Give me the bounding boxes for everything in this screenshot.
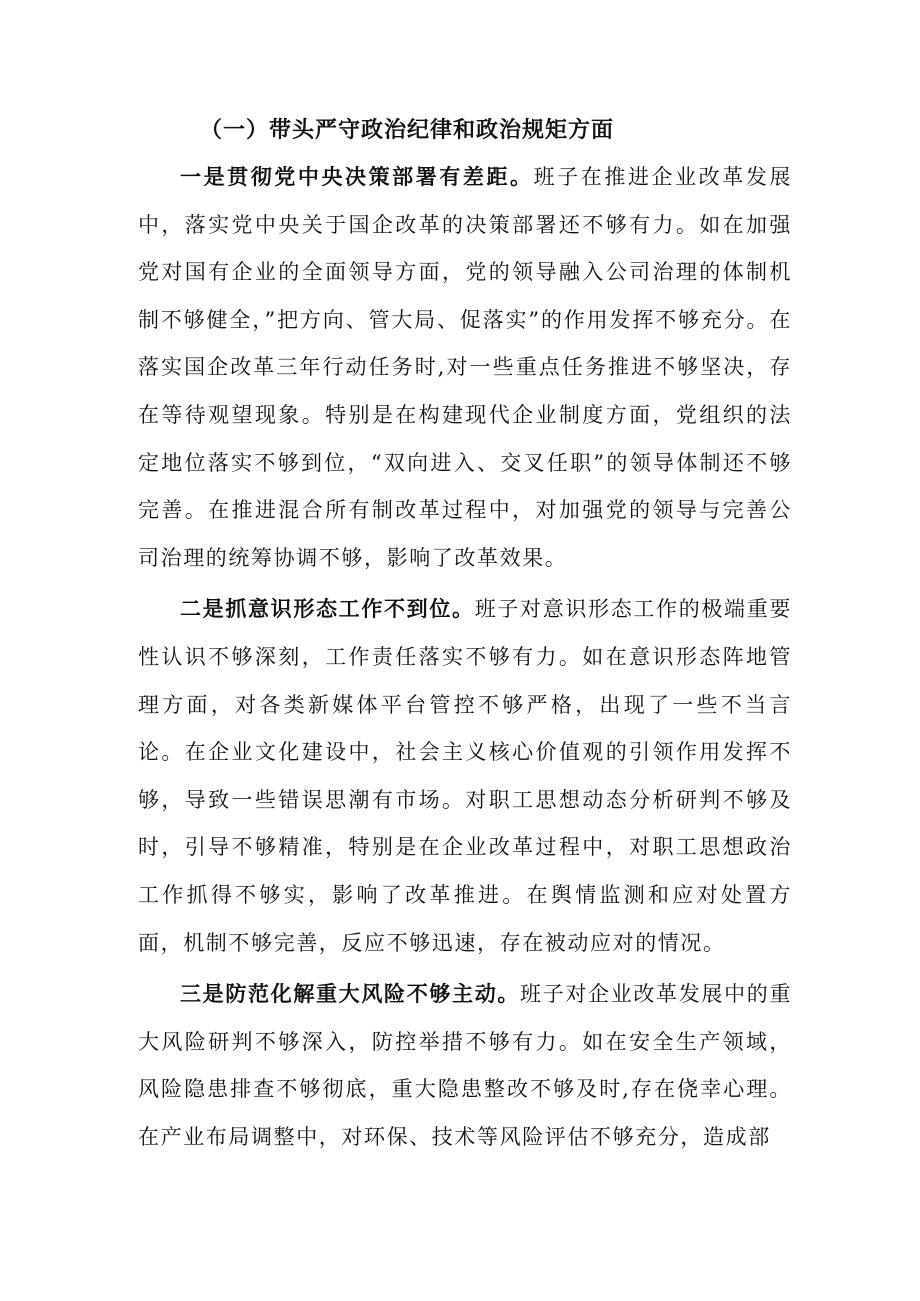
- paragraph-2-body: 班子对意识形态工作的极端重要性认识不够深刻，工作责任落实不够有力。如在意识形态阵地管理方面，对各类新媒体平台管控不够严格，出现了一些不当言论。在企业文化建设中，社会主义核心价值观的引领作用发挥不够，导致一些错误思潮有市场。对职工思想动态分析研判不够及时，引导不够精准，特别是在企业改革过程中，对职工思想政治工作抓得不够实，影响了改革推进。在舆情监测和应对处置方面，机制不够完善，反应不够迅速，存在被动应对的情况。: [138, 597, 792, 955]
- section-heading: （一）带头严守政治纪律和政治规矩方面: [200, 118, 615, 143]
- paragraph-1: [138, 154, 792, 582]
- paragraph-3-body: 班子对企业改革发展中的重大风险研判不够深入，防控举措不够有力。如在安全生产领域，风险隐患排查不够彻底，重大隐患整改不够及时,存在侥幸心理。在产业布局调整中，对环保、技术等风险评估不够充分，造成部: [138, 982, 793, 1149]
- paragraph-3-lead: 三是防范化解重大风险不够主动。: [180, 982, 521, 1007]
- paragraph-1-lead: 一是贯彻党中央决策部署有差距。: [180, 165, 534, 189]
- document-body: [138, 112, 792, 1161]
- paragraph-1-body: 班子在推进企业改革发展中，落实党中央关于国企改革的决策部署还不够有力。如在加强党对国有企业的全面领导方面，党的领导融入公司治理的体制机制不够健全，”把方向、管大局、促落实”的作用发挥不够充分。在落实国企改革三年行动任务时,对一些重点任务推进不够坚决，存在等待观望现象。特别是在构建现代企业制度方面，党组织的法定地位落实不够到位，“双向进入、交叉任职”的领导体制还不够完善。在推进混合所有制改革过程中，对加强党的领导与完善公司治理的统筹协调不够，影响了改革效果。: [138, 165, 792, 570]
- paragraph-2-lead: 二是抓意识形态工作不到位。: [180, 597, 475, 622]
- paragraph-2: [138, 586, 792, 967]
- paragraph-3: [138, 971, 792, 1161]
